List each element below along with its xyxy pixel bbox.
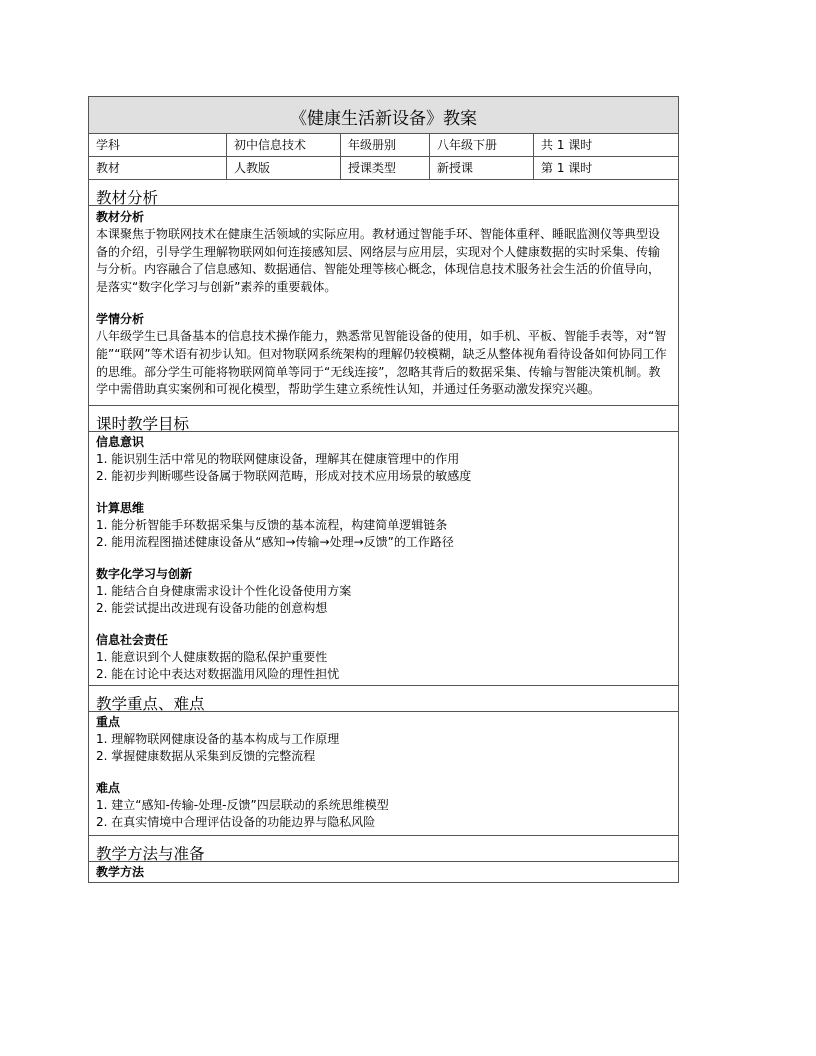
section-body-methods [89,862,678,882]
section-body-textbook-analysis [89,206,678,406]
section-heading-textbook-analysis: 教材分析 [89,180,678,206]
objective-item: 1. 能结合自身健康需求设计个性化设备使用方案 [96,583,352,598]
objective-item: 2. 能初步判断哪些设备属于物联网范畴，形成对技术应用场景的敏感度 [96,468,472,483]
objective-group-title: 计算思维 [96,500,145,515]
current-period: 第 1 课时 [541,161,593,175]
key-point-item: 2. 掌握健康数据从采集到反馈的完整流程 [96,748,316,763]
textbook-label: 教材 [89,157,227,179]
objective-item: 1. 能分析智能手环数据采集与反馈的基本流程，构建简单逻辑链条 [96,517,448,532]
objective-group-title: 信息社会责任 [96,632,169,647]
section-body-key-points [89,712,678,836]
info-row-1 [89,134,678,157]
paragraph-textbook-analysis: 本课聚焦于物联网技术在健康生活领域的实际应用。教材通过智能手环、智能体重秤、睡眠监测仪等典型设备的介绍，引导学生理解物联网如何连接感知层、网络层与应用层，实现对个人健康数据的实时采集、传输与分析。内容融合了信息感知、数据通信、智能处理等核心概念，体现信息技术服务社会生活的价值导向，是落实“数字化学习与创新”素养的重要载体。 [96,227,661,294]
grade-label: 年级册别 [341,134,430,156]
lesson-type-value: 新授课 [430,157,534,179]
lesson-plan-document [88,96,679,883]
grade-value: 八年级下册 [430,134,534,156]
document-title: 《健康生活新设备》教案 [89,97,678,134]
subheading-teaching-methods: 教学方法 [96,864,145,879]
key-point-group-title: 重点 [96,714,121,729]
objective-item: 2. 能尝试提出改进现有设备功能的创意构想 [96,600,328,615]
lesson-type-label: 授课类型 [341,157,430,179]
objective-item: 2. 能用流程图描述健康设备从“感知→传输→处理→反馈”的工作路径 [96,534,454,549]
objective-group-title: 数字化学习与创新 [96,566,193,581]
objective-item: 1. 能意识到个人健康数据的隐私保护重要性 [96,649,328,664]
total-periods: 共 1 课时 [541,138,593,152]
objective-item: 2. 能在讨论中表达对数据滥用风险的理性担忧 [96,666,340,681]
subject-value: 初中信息技术 [227,134,341,156]
section-heading-objectives: 课时教学目标 [89,406,678,432]
key-point-item: 1. 理解物联网健康设备的基本构成与工作原理 [96,731,340,746]
textbook-value: 人教版 [227,157,341,179]
section-heading-key-points: 教学重点、难点 [89,686,678,712]
section-heading-methods: 教学方法与准备 [89,836,678,862]
info-row-2 [89,157,678,180]
objective-group-title: 信息意识 [96,434,145,449]
subheading-student-analysis: 学情分析 [96,312,145,327]
subject-label: 学科 [89,134,227,156]
objective-item: 1. 能识别生活中常见的物联网健康设备，理解其在健康管理中的作用 [96,451,460,466]
difficulty-item: 1. 建立“感知-传输-处理-反馈”四层联动的系统思维模型 [96,797,389,812]
section-body-objectives [89,432,678,686]
difficulty-group-title: 难点 [96,780,121,795]
subheading-textbook-analysis: 教材分析 [96,210,145,224]
difficulty-item: 2. 在真实情境中合理评估设备的功能边界与隐私风险 [96,814,376,829]
paragraph-student-analysis: 八年级学生已具备基本的信息技术操作能力，熟悉常见智能设备的使用，如手机、平板、智能手表等，对“智能”“联网”等术语有初步认知。但对物联网系统架构的理解仍较模糊，缺乏从整体视角看待设备如何协同工作的思维。部分学生可能将物联网简单等同于“无线连接”，忽略其背后的数据采集、传输与智能决策机制。教学中需借助真实案例和可视化模型，帮助学生建立系统性认知，并通过任务驱动激发探究兴趣。 [96,329,667,397]
